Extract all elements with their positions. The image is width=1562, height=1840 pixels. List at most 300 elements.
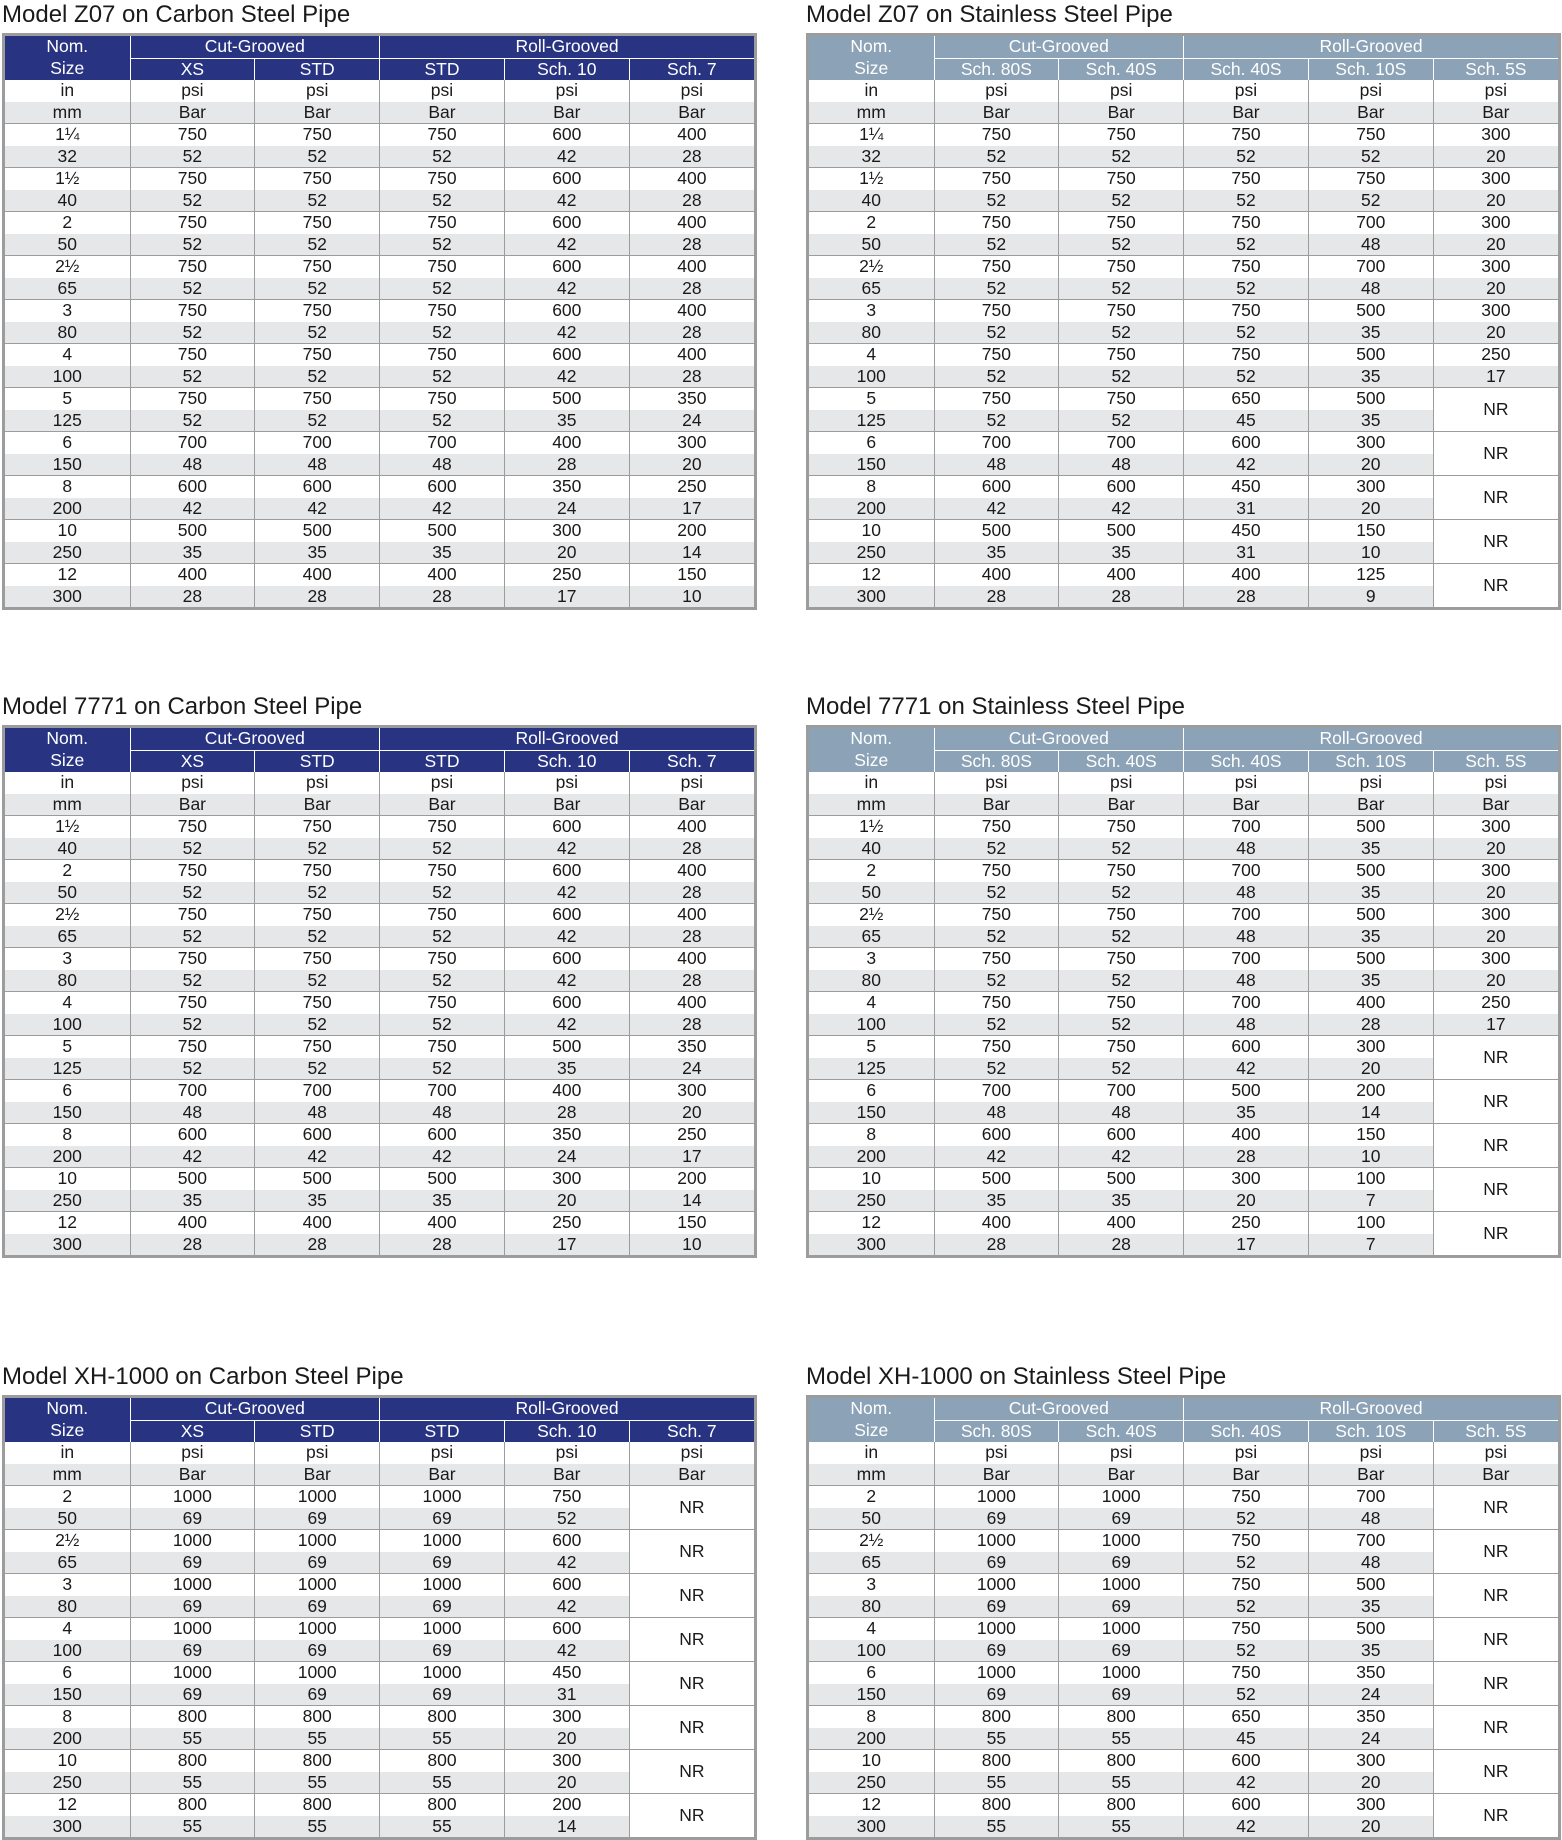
header-schedule: Sch. 5S [1433, 1420, 1558, 1442]
size-in: 2½ [809, 904, 934, 926]
table-row [809, 970, 1558, 992]
pressure-psi: 500 [1308, 1618, 1433, 1640]
pressure-bar: 52 [1184, 1640, 1309, 1662]
pressure-psi: 500 [1308, 904, 1433, 926]
size-in: 2 [809, 860, 934, 882]
pressure-bar: 20 [1433, 190, 1558, 212]
table-row [5, 1530, 754, 1552]
size-in: 5 [809, 388, 934, 410]
pressure-psi: 750 [1059, 992, 1184, 1014]
pressure-psi: 750 [1059, 168, 1184, 190]
pressure-bar: 52 [1059, 278, 1184, 300]
pressure-psi: 500 [1059, 1168, 1184, 1190]
pressure-bar: 52 [255, 1014, 380, 1036]
not-rated-cell: NR [1433, 1124, 1558, 1168]
pressure-bar: 35 [934, 542, 1059, 564]
pressure-psi: 400 [1184, 1124, 1309, 1146]
unit-psi: psi [629, 80, 754, 102]
pressure-bar: 48 [1308, 1508, 1433, 1530]
pressure-bar: 35 [1308, 366, 1433, 388]
size-in: 2 [809, 1486, 934, 1508]
header-cut-grooved: Cut-Grooved [934, 1398, 1184, 1420]
table-row [809, 816, 1558, 838]
size-in: 6 [809, 1080, 934, 1102]
pressure-psi: 800 [380, 1794, 505, 1816]
pressure-psi: 700 [1184, 904, 1309, 926]
size-in: 4 [809, 344, 934, 366]
pressure-bar: 42 [504, 366, 629, 388]
header-cut-grooved: Cut-Grooved [130, 1398, 380, 1420]
pressure-bar: 42 [380, 1146, 505, 1168]
unit-psi: psi [504, 772, 629, 794]
pressure-bar: 20 [504, 1190, 629, 1212]
pressure-psi: 800 [1059, 1706, 1184, 1728]
pressure-bar: 35 [130, 1190, 255, 1212]
pressure-bar: 42 [504, 190, 629, 212]
pressure-psi: 700 [255, 1080, 380, 1102]
pressure-rating-table [809, 36, 1558, 607]
pressure-psi: 300 [1433, 948, 1558, 970]
pressure-psi: 750 [255, 816, 380, 838]
pressure-bar: 14 [629, 1190, 754, 1212]
pressure-psi: 750 [130, 388, 255, 410]
pressure-psi: 500 [1308, 948, 1433, 970]
size-in: 12 [809, 564, 934, 586]
header-nom: Nom. [809, 36, 934, 58]
pressure-bar: 48 [130, 1102, 255, 1124]
table-row [5, 190, 754, 212]
pressure-psi: 600 [504, 1530, 629, 1552]
pressure-psi: 400 [504, 432, 629, 454]
header-schedule: Sch. 40S [1184, 750, 1309, 772]
unit-bar: Bar [504, 102, 629, 124]
pressure-psi: 700 [1308, 1530, 1433, 1552]
pressure-psi: 250 [504, 1212, 629, 1234]
pressure-psi: 600 [504, 168, 629, 190]
pressure-psi: 300 [1433, 300, 1558, 322]
pressure-bar: 35 [1308, 322, 1433, 344]
pressure-bar: 69 [934, 1508, 1059, 1530]
pressure-psi: 750 [934, 256, 1059, 278]
unit-psi: psi [130, 80, 255, 102]
pressure-psi: 1000 [255, 1618, 380, 1640]
header-schedule: Sch. 80S [934, 750, 1059, 772]
table-row [5, 278, 754, 300]
header-row-groups [5, 36, 754, 58]
unit-psi: psi [629, 1442, 754, 1464]
pressure-bar: 28 [130, 586, 255, 608]
pressure-bar: 52 [255, 366, 380, 388]
table-title: Model 7771 on Stainless Steel Pipe [806, 693, 1185, 720]
pressure-psi: 600 [255, 476, 380, 498]
header-cut-grooved: Cut-Grooved [934, 728, 1184, 750]
pressure-psi: 750 [934, 816, 1059, 838]
pressure-bar: 52 [1308, 190, 1433, 212]
pressure-bar: 69 [1059, 1684, 1184, 1706]
table-row [809, 278, 1558, 300]
pressure-bar: 10 [1308, 542, 1433, 564]
size-in: 3 [809, 1574, 934, 1596]
header-row-groups [5, 728, 754, 750]
pressure-rating-table [809, 1398, 1558, 1837]
pressure-psi: 350 [629, 1036, 754, 1058]
pressure-bar: 28 [629, 234, 754, 256]
unit-psi: psi [1184, 1442, 1309, 1464]
pressure-bar: 28 [629, 1014, 754, 1036]
size-in: 3 [809, 300, 934, 322]
pressure-bar: 42 [504, 1640, 629, 1662]
size-mm: 300 [809, 1816, 934, 1838]
pressure-bar: 55 [380, 1728, 505, 1750]
table-frame [806, 725, 1561, 1258]
pressure-bar: 52 [380, 970, 505, 992]
pressure-rating-table [5, 1398, 754, 1837]
pressure-psi: 750 [1059, 860, 1184, 882]
pressure-bar: 52 [1059, 926, 1184, 948]
pressure-bar: 52 [380, 1014, 505, 1036]
pressure-bar: 69 [255, 1508, 380, 1530]
pressure-psi: 400 [1308, 992, 1433, 1014]
pressure-bar: 52 [1184, 234, 1309, 256]
unit-bar: Bar [1433, 102, 1558, 124]
pressure-bar: 35 [1059, 542, 1184, 564]
pressure-psi: 650 [1184, 388, 1309, 410]
pressure-bar: 42 [504, 1552, 629, 1574]
size-in: 8 [809, 1124, 934, 1146]
unit-bar: Bar [504, 794, 629, 816]
pressure-psi: 600 [1059, 476, 1184, 498]
pressure-bar: 52 [380, 278, 505, 300]
pressure-psi: 600 [504, 212, 629, 234]
pressure-psi: 750 [255, 344, 380, 366]
unit-bar: Bar [1308, 1464, 1433, 1486]
table-row [809, 1706, 1558, 1728]
size-in: 4 [5, 992, 130, 1014]
pressure-psi: 400 [130, 564, 255, 586]
pressure-bar: 52 [1184, 1684, 1309, 1706]
pressure-psi: 700 [130, 1080, 255, 1102]
pressure-bar: 52 [380, 838, 505, 860]
pressure-bar: 52 [255, 410, 380, 432]
pressure-bar: 20 [1433, 882, 1558, 904]
table-row [809, 1486, 1558, 1508]
size-in: 2½ [5, 1530, 130, 1552]
pressure-psi: 750 [255, 212, 380, 234]
pressure-psi: 750 [1059, 212, 1184, 234]
table-row [809, 1662, 1558, 1684]
table-row [809, 564, 1558, 586]
size-mm: 250 [809, 1190, 934, 1212]
table-row [809, 146, 1558, 168]
size-in: 4 [5, 344, 130, 366]
size-mm: 65 [809, 926, 934, 948]
table-row [5, 992, 754, 1014]
pressure-bar: 69 [1059, 1640, 1184, 1662]
pressure-psi: 750 [130, 816, 255, 838]
pressure-bar: 7 [1308, 1190, 1433, 1212]
pressure-psi: 750 [380, 816, 505, 838]
pressure-psi: 500 [380, 1168, 505, 1190]
size-in: 2½ [5, 256, 130, 278]
size-mm: 200 [809, 1728, 934, 1750]
unit-bar: Bar [934, 102, 1059, 124]
pressure-bar: 42 [1184, 1816, 1309, 1838]
pressure-bar: 69 [255, 1684, 380, 1706]
pressure-psi: 300 [1433, 124, 1558, 146]
pressure-bar: 69 [380, 1596, 505, 1618]
pressure-psi: 600 [380, 1124, 505, 1146]
units-row-metric [5, 794, 754, 816]
pressure-psi: 600 [1184, 1750, 1309, 1772]
size-in: 4 [809, 992, 934, 1014]
unit-mm: mm [809, 102, 934, 124]
header-nom: Nom. [809, 728, 934, 750]
table-row [5, 1794, 754, 1816]
pressure-bar: 28 [629, 278, 754, 300]
pressure-bar: 52 [380, 234, 505, 256]
unit-bar: Bar [1184, 794, 1309, 816]
pressure-bar: 55 [934, 1772, 1059, 1794]
table-row [5, 1036, 754, 1058]
pressure-psi: 800 [130, 1706, 255, 1728]
size-in: 8 [5, 1706, 130, 1728]
pressure-bar: 35 [255, 1190, 380, 1212]
pressure-psi: 600 [504, 1574, 629, 1596]
pressure-psi: 750 [934, 904, 1059, 926]
pressure-bar: 52 [934, 366, 1059, 388]
pressure-bar: 52 [130, 882, 255, 904]
pressure-psi: 500 [255, 520, 380, 542]
pressure-psi: 400 [380, 564, 505, 586]
pressure-bar: 20 [1308, 454, 1433, 476]
table-row [5, 1706, 754, 1728]
unit-psi: psi [1059, 80, 1184, 102]
table-row [809, 926, 1558, 948]
table-row [5, 124, 754, 146]
unit-bar: Bar [1433, 794, 1558, 816]
units-row-imperial [809, 772, 1558, 794]
size-in: 2½ [809, 256, 934, 278]
header-roll-grooved: Roll-Grooved [1184, 1398, 1558, 1420]
pressure-psi: 750 [380, 948, 505, 970]
not-rated-cell: NR [629, 1794, 754, 1838]
pressure-psi: 300 [1433, 256, 1558, 278]
pressure-psi: 700 [1184, 948, 1309, 970]
pressure-psi: 500 [1184, 1080, 1309, 1102]
table-section-z07-carbon [2, 0, 757, 610]
pressure-bar: 10 [1308, 1146, 1433, 1168]
pressure-bar: 52 [130, 190, 255, 212]
pressure-bar: 24 [1308, 1684, 1433, 1706]
pressure-bar: 10 [629, 1234, 754, 1256]
header-schedule: Sch. 7 [629, 750, 754, 772]
pressure-bar: 69 [934, 1596, 1059, 1618]
pressure-psi: 600 [504, 992, 629, 1014]
pressure-psi: 100 [1308, 1168, 1433, 1190]
pressure-rating-table [5, 728, 754, 1255]
pressure-psi: 750 [380, 344, 505, 366]
pressure-psi: 250 [1433, 344, 1558, 366]
pressure-bar: 28 [380, 586, 505, 608]
header-row-schedules [809, 1420, 1558, 1442]
pressure-psi: 250 [629, 1124, 754, 1146]
pressure-psi: 750 [934, 344, 1059, 366]
pressure-psi: 600 [1184, 432, 1309, 454]
size-mm: 65 [5, 1552, 130, 1574]
pressure-bar: 52 [1059, 234, 1184, 256]
unit-psi: psi [1308, 772, 1433, 794]
pressure-bar: 42 [1059, 498, 1184, 520]
pressure-psi: 300 [504, 1750, 629, 1772]
pressure-psi: 500 [1059, 520, 1184, 542]
header-row-groups [809, 36, 1558, 58]
table-row [809, 1124, 1558, 1146]
pressure-psi: 300 [1308, 476, 1433, 498]
unit-psi: psi [934, 80, 1059, 102]
pressure-psi: 750 [1184, 1618, 1309, 1640]
pressure-bar: 35 [380, 1190, 505, 1212]
pressure-bar: 28 [629, 190, 754, 212]
pressure-psi: 600 [934, 1124, 1059, 1146]
pressure-bar: 69 [130, 1552, 255, 1574]
pressure-bar: 69 [255, 1552, 380, 1574]
table-title: Model XH-1000 on Carbon Steel Pipe [2, 1363, 404, 1390]
pressure-bar: 52 [130, 1058, 255, 1080]
pressure-psi: 300 [629, 1080, 754, 1102]
pressure-psi: 500 [504, 1036, 629, 1058]
size-mm: 65 [5, 278, 130, 300]
unit-bar: Bar [1184, 1464, 1309, 1486]
pressure-bar: 55 [130, 1772, 255, 1794]
pressure-bar: 52 [255, 970, 380, 992]
table-row [809, 882, 1558, 904]
pressure-psi: 750 [380, 124, 505, 146]
pressure-psi: 1000 [130, 1574, 255, 1596]
pressure-bar: 55 [1059, 1728, 1184, 1750]
pressure-bar: 28 [934, 586, 1059, 608]
pressure-bar: 48 [255, 454, 380, 476]
pressure-bar: 42 [504, 926, 629, 948]
table-row [809, 344, 1558, 366]
pressure-bar: 28 [1059, 1234, 1184, 1256]
unit-in: in [5, 1442, 130, 1464]
header-schedule: Sch. 40S [1059, 750, 1184, 772]
header-schedule: STD [255, 58, 380, 80]
pressure-psi: 500 [504, 388, 629, 410]
pressure-bar: 42 [255, 1146, 380, 1168]
header-schedule: XS [130, 750, 255, 772]
pressure-bar: 42 [934, 1146, 1059, 1168]
pressure-psi: 300 [1184, 1168, 1309, 1190]
unit-psi: psi [380, 772, 505, 794]
pressure-psi: 700 [255, 432, 380, 454]
pressure-psi: 1000 [1059, 1662, 1184, 1684]
pressure-psi: 750 [934, 388, 1059, 410]
pressure-bar: 14 [629, 542, 754, 564]
size-mm: 300 [5, 1816, 130, 1838]
size-mm: 100 [5, 366, 130, 388]
pressure-psi: 1000 [934, 1618, 1059, 1640]
header-schedule: Sch. 10S [1308, 58, 1433, 80]
pressure-bar: 52 [255, 838, 380, 860]
pressure-bar: 48 [255, 1102, 380, 1124]
unit-psi: psi [1059, 1442, 1184, 1464]
pressure-bar: 28 [1308, 1014, 1433, 1036]
size-in: 4 [809, 1618, 934, 1640]
pressure-psi: 450 [1184, 476, 1309, 498]
unit-bar: Bar [504, 1464, 629, 1486]
size-mm: 300 [809, 1234, 934, 1256]
pressure-psi: 1000 [1059, 1618, 1184, 1640]
pressure-psi: 350 [1308, 1662, 1433, 1684]
size-in: 1¼ [809, 124, 934, 146]
unit-bar: Bar [380, 794, 505, 816]
unit-psi: psi [934, 772, 1059, 794]
header-size: Size [5, 750, 130, 772]
pressure-bar: 42 [1184, 454, 1309, 476]
pressure-bar: 52 [1059, 1014, 1184, 1036]
table-section-z07-stainless [806, 0, 1561, 610]
pressure-psi: 1000 [934, 1486, 1059, 1508]
pressure-psi: 800 [130, 1750, 255, 1772]
header-nom: Nom. [809, 1398, 934, 1420]
size-mm: 50 [809, 234, 934, 256]
unit-in: in [809, 772, 934, 794]
pressure-bar: 52 [1184, 190, 1309, 212]
unit-psi: psi [380, 1442, 505, 1464]
header-cut-grooved: Cut-Grooved [130, 36, 380, 58]
pressure-bar: 35 [255, 542, 380, 564]
pressure-psi: 600 [1184, 1794, 1309, 1816]
table-row [5, 1080, 754, 1102]
table-row [5, 1750, 754, 1772]
unit-mm: mm [809, 1464, 934, 1486]
unit-psi: psi [1059, 772, 1184, 794]
pressure-bar: 52 [130, 838, 255, 860]
pressure-bar: 52 [255, 882, 380, 904]
pressure-psi: 1000 [130, 1618, 255, 1640]
size-mm: 150 [5, 1684, 130, 1706]
pressure-bar: 20 [504, 1728, 629, 1750]
header-roll-grooved: Roll-Grooved [1184, 36, 1558, 58]
pressure-bar: 20 [1308, 498, 1433, 520]
pressure-psi: 700 [380, 432, 505, 454]
size-mm: 250 [809, 542, 934, 564]
pressure-bar: 52 [1059, 146, 1184, 168]
pressure-psi: 150 [629, 564, 754, 586]
pressure-psi: 125 [1308, 564, 1433, 586]
size-in: 12 [809, 1794, 934, 1816]
not-rated-cell: NR [629, 1530, 754, 1574]
unit-psi: psi [1184, 772, 1309, 794]
header-row-groups [809, 1398, 1558, 1420]
size-mm: 150 [809, 1684, 934, 1706]
pressure-bar: 42 [504, 146, 629, 168]
unit-bar: Bar [255, 1464, 380, 1486]
pressure-psi: 300 [504, 1168, 629, 1190]
pressure-bar: 48 [934, 1102, 1059, 1124]
header-schedule: STD [255, 750, 380, 772]
pressure-psi: 600 [504, 948, 629, 970]
pressure-bar: 20 [1433, 838, 1558, 860]
size-in: 10 [5, 1168, 130, 1190]
pressure-bar: 55 [1059, 1772, 1184, 1794]
pressure-bar: 28 [380, 1234, 505, 1256]
pressure-bar: 52 [934, 882, 1059, 904]
pressure-bar: 17 [1184, 1234, 1309, 1256]
table-row [809, 1080, 1558, 1102]
units-row-imperial [809, 80, 1558, 102]
